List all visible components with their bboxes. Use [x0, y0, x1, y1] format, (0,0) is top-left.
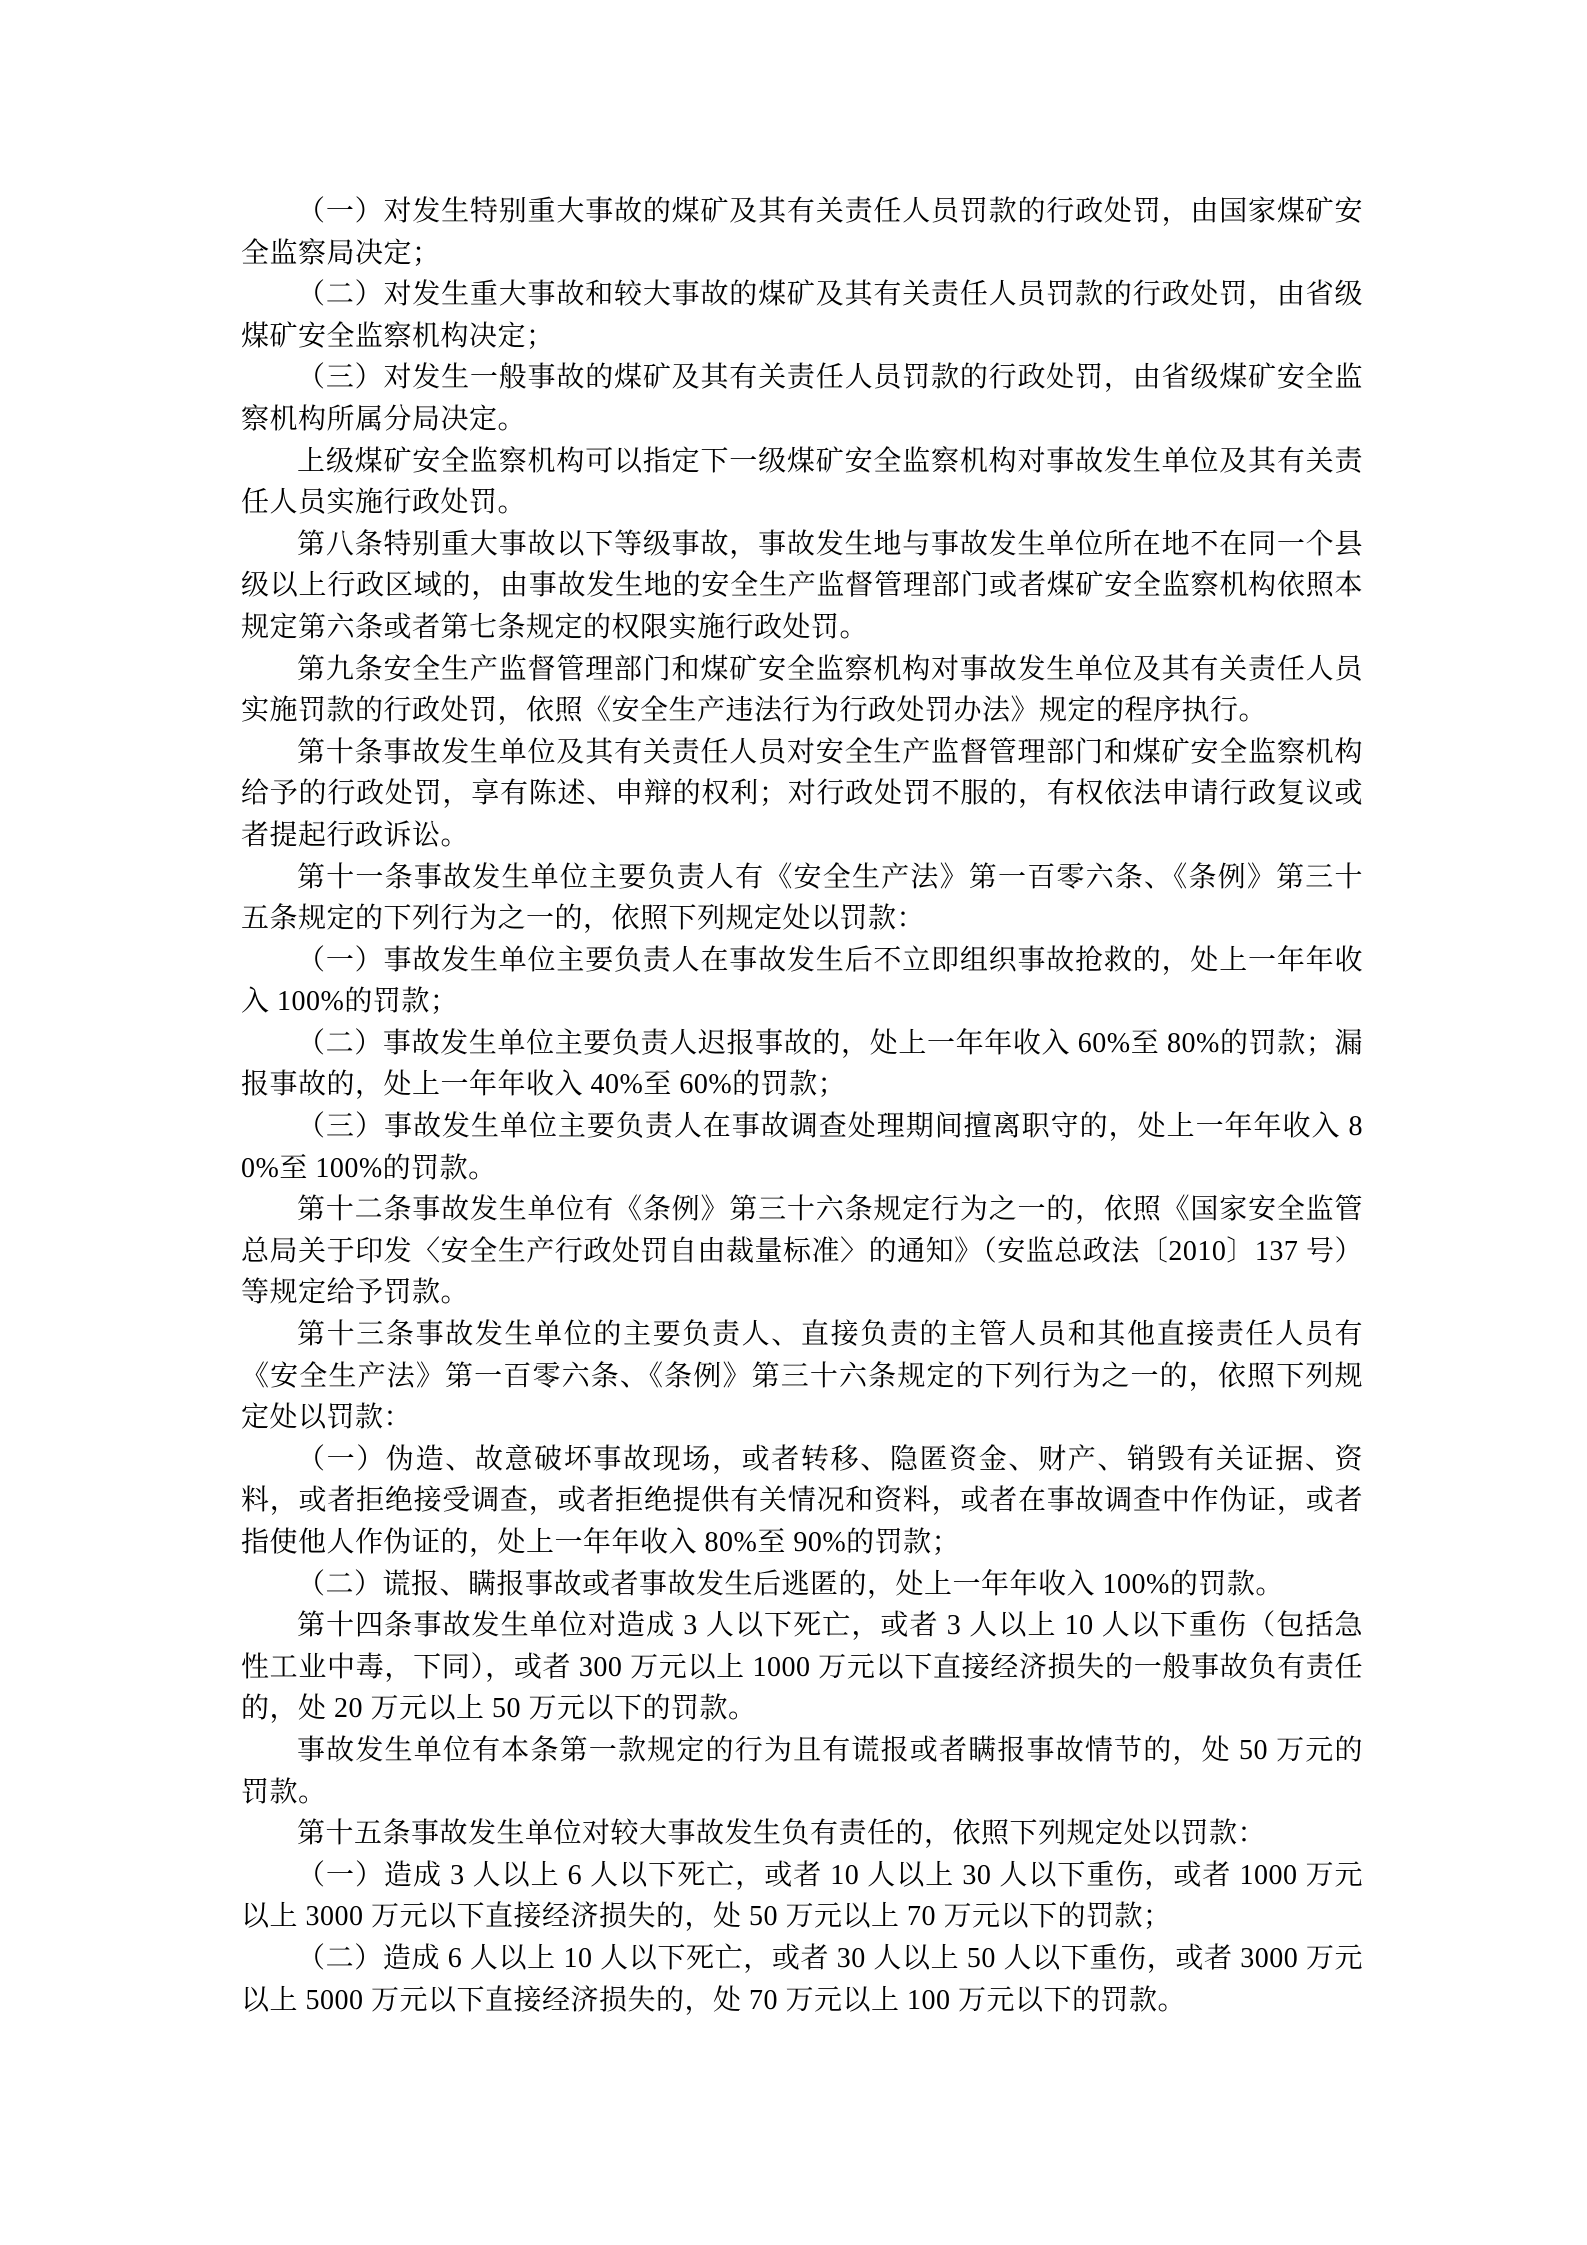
paragraph: 事故发生单位有本条第一款规定的行为且有谎报或者瞒报事故情节的，处 50 万元的罚款。 [241, 1734, 1363, 1808]
paragraph: （二）造成 6 人以上 10 人以下死亡，或者 30 人以上 50 人以下重伤，或者 3000 万元以上 5000 万元以下直接经济损失的，处 70 万元以上 100 万元以下的罚款。 [241, 1942, 1363, 2016]
paragraph: 第十五条事故发生单位对较大事故发生负有责任的，依照下列规定处以罚款： [297, 1818, 1267, 1850]
paragraph: （一）造成 3 人以上 6 人以下死亡，或者 10 人以上 30 人以下重伤，或者 1000 万元以上 3000 万元以下直接经济损失的，处 50 万元以上 70 万元以下的罚款； [241, 1859, 1363, 1933]
paragraph: （三）事故发生单位主要负责人在事故调查处理期间擅离职守的，处上一年年收入 80%至 100%的罚款。 [241, 1111, 1363, 1184]
paragraph: 第十三条事故发生单位的主要负责人、直接负责的主管人员和其他直接责任人员有《安全生产法》第一百零六条、《条例》第三十六条规定的下列行为之一的，依照下列规定处以罚款： [241, 1319, 1363, 1434]
paragraph: 第九条安全生产监督管理部门和煤矿安全监察机构对事故发生单位及其有关责任人员实施罚款的行政处罚，依照《安全生产违法行为行政处罚办法》规定的程序执行。 [241, 653, 1363, 727]
paragraph: （二）谎报、瞒报事故或者事故发生后逃匿的，处上一年年收入 100%的罚款。 [297, 1568, 1284, 1600]
paragraph: （三）对发生一般事故的煤矿及其有关责任人员罚款的行政处罚，由省级煤矿安全监察机构所属分局决定。 [241, 362, 1363, 435]
paragraph: （二）事故发生单位主要负责人迟报事故的，处上一年年收入 60%至 80%的罚款；漏报事故的，处上一年年收入 40%至 60%的罚款； [241, 1027, 1363, 1101]
paragraph: （二）对发生重大事故和较大事故的煤矿及其有关责任人员罚款的行政处罚，由省级煤矿安全监察机构决定； [241, 279, 1363, 352]
paragraph: 第十条事故发生单位及其有关责任人员对安全生产监督管理部门和煤矿安全监察机构给予的行政处罚，享有陈述、申辩的权利；对行政处罚不服的，有权依法申请行政复议或者提起行政诉讼。 [241, 736, 1363, 851]
paragraph: 第十四条事故发生单位对造成 3 人以下死亡，或者 3 人以上 10 人以下重伤（包括急性工业中毒，下同），或者 300 万元以上 1000 万元以下直接经济损失的一般事故负有责任的，处 20 万元以上 50 万元以下的罚款。 [241, 1610, 1363, 1725]
paragraph: （一）事故发生单位主要负责人在事故发生后不立即组织事故抢救的，处上一年年收入 100%的罚款； [241, 944, 1363, 1018]
paragraph: （一）伪造、故意破坏事故现场，或者转移、隐匿资金、财产、销毁有关证据、资料，或者拒绝接受调查，或者拒绝提供有关情况和资料，或者在事故调查中作伪证，或者指使他人作伪证的，处上一年年收入 80%至 90%的罚款； [241, 1443, 1363, 1558]
document-body [241, 191, 1363, 2021]
paragraph: 第十一条事故发生单位主要负责人有《安全生产法》第一百零六条、《条例》第三十五条规定的下列行为之一的，依照下列规定处以罚款： [241, 861, 1363, 935]
paragraph: 上级煤矿安全监察机构可以指定下一级煤矿安全监察机构对事故发生单位及其有关责任人员实施行政处罚。 [241, 445, 1363, 519]
paragraph: （一）对发生特别重大事故的煤矿及其有关责任人员罚款的行政处罚，由国家煤矿安全监察局决定； [241, 196, 1363, 269]
paragraph: 第八条特别重大事故以下等级事故，事故发生地与事故发生单位所在地不在同一个县级以上行政区域的，由事故发生地的安全生产监督管理部门或者煤矿安全监察机构依照本规定第六条或者第七条规定的权限实施行政处罚。 [241, 528, 1363, 643]
paragraph: 第十二条事故发生单位有《条例》第三十六条规定行为之一的，依照《国家安全监管总局关于印发〈安全生产行政处罚自由裁量标准〉的通知》（安监总政法〔2010〕137 号）等规定给予罚款。 [241, 1194, 1363, 1309]
